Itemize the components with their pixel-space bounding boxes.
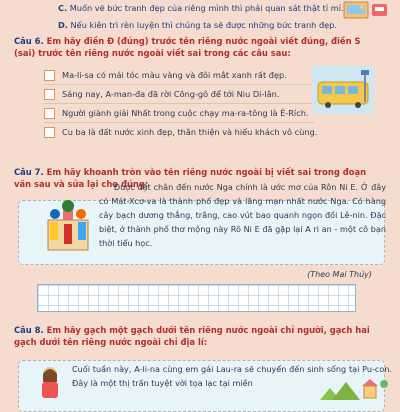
kremlin-illustration <box>40 182 96 256</box>
passage-line: sinh sống tại Pu-con. Đây là một thị trấn tuyệt vời tọa lạc tại miền <box>72 364 393 388</box>
option-d-label: D. <box>58 20 68 30</box>
question-6-text: Em hãy điền Đ (đúng) trước tên riêng nước ngoài viết đúng, điền S (sai) trước tên riêng nước ngoài viết sai trong các câu sau: <box>14 36 361 58</box>
passage-caption: (Theo Mai Thủy) <box>307 270 372 279</box>
option-c-text: Muốn vẽ bức tranh đẹp của riêng mình thì phải quan sát thật tỉ mỉ. <box>69 3 344 13</box>
answer-checkbox[interactable] <box>44 108 55 119</box>
passage-line: cô bạn thời tiểu học. <box>99 224 386 248</box>
passage-line: Có hàng cây bạch dương thẳng, trắng, cao vút bao quanh ngọn đồi <box>99 196 386 220</box>
painting-illustration <box>342 1 390 21</box>
option-d-text: Nếu kiên trì rèn luyện thì chúng ta sẽ được những bức tranh đẹp. <box>70 20 337 30</box>
separator-line <box>44 84 314 85</box>
option-c-line <box>58 3 344 13</box>
answer-text: Sáng nay, A-man-đa đã rời Công-gô để tới Niu Di-lân. <box>62 89 280 99</box>
question-8-label: Câu 8. <box>14 325 44 335</box>
answer-row[interactable] <box>44 124 317 140</box>
separator-line <box>44 122 314 123</box>
question-7-passage <box>99 180 386 250</box>
answer-text: Ma-li-sa có mái tóc màu vàng và đôi mắt xanh rất đẹp. <box>62 70 287 80</box>
answer-row[interactable] <box>44 105 309 121</box>
town-illustration <box>320 374 390 400</box>
passage-line: đây có Mát-Xcơ-va là thành phố đẹp và lãng mạn nhất nước Nga. <box>99 182 387 206</box>
answer-checkbox[interactable] <box>44 70 55 81</box>
answer-row[interactable] <box>44 86 279 102</box>
answer-checkbox[interactable] <box>44 89 55 100</box>
answer-grid[interactable] <box>37 284 356 312</box>
question-7-label: Câu 7. <box>14 167 44 177</box>
option-c-label: C. <box>58 3 68 13</box>
answer-row[interactable] <box>44 67 287 83</box>
separator-line <box>44 103 314 104</box>
answer-text: Người giành giải Nhất trong cuộc chạy ma-ra-tông là Ê-Rích. <box>62 108 309 118</box>
question-8-title <box>14 324 384 348</box>
question-6-title <box>14 35 378 59</box>
girl-illustration <box>30 364 74 400</box>
passage-line: Lê-nin. Đặc biệt, ở thành phố thơ mộng này Rô Ni E đã gặp lại A ri an - một <box>99 210 386 234</box>
passage-line: Được đặt chân đến nước Nga chính là ước mơ của Rôn Ni E. Ở <box>113 182 369 192</box>
bus-stop-illustration <box>312 66 374 114</box>
question-6-label: Câu 6. <box>14 36 44 46</box>
passage-line: Cuối tuần này, A-li-na cùng em gái Lau-ra sẽ chuyển đến <box>72 364 305 374</box>
option-d-line <box>58 20 337 30</box>
answer-checkbox[interactable] <box>44 127 55 138</box>
answer-text: Cu ba là đất nước xinh đẹp, thân thiện và hiếu khách vô cùng. <box>62 127 318 137</box>
question-7-text: Em hãy khoanh tròn vào tên riêng nước ngoài bị viết sai trong đoạn văn sau và sửa lại cho đúng: <box>14 167 367 189</box>
question-8-text: Em hãy gạch một gạch dưới tên riêng nước ngoài chỉ người, gạch hai gạch dưới tên riêng nước ngoài chỉ địa lí: <box>14 325 370 347</box>
